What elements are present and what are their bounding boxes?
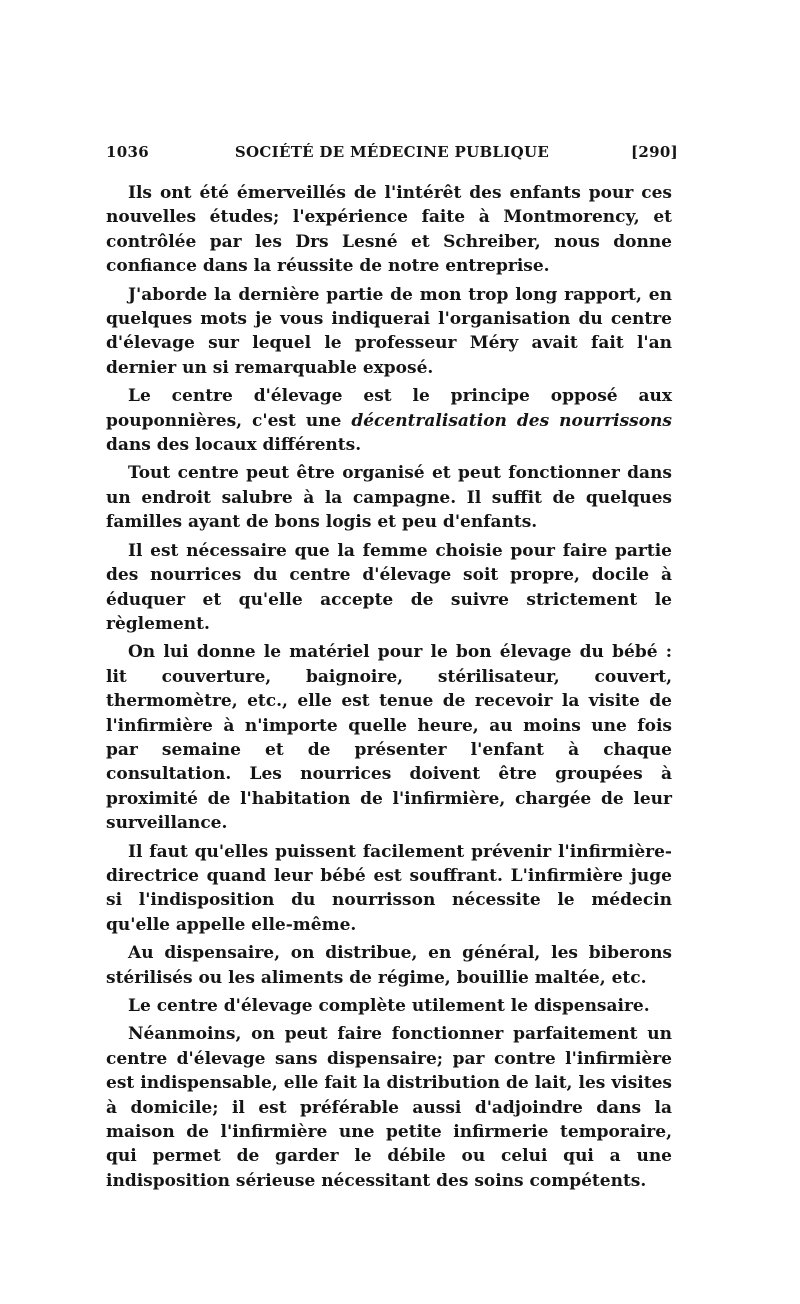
paragraph-10: Néanmoins, on peut faire fonctionner parfaitement un centre d'élevage sans dispensaire; par contre l'infirmière est indispensable, elle fait la distribution de lait, les visites à domicile; il est préférable aussi d'adjoindre dans la maison de l'infirmière une petite infirmerie temporaire, qui permet de garder le débile ou celui qui a une indisposition sérieuse nécessitant des soins compétents.	[106, 1024, 672, 1191]
running-title: SOCIÉTÉ DE MÉDECINE PUBLIQUE	[234, 143, 550, 161]
paragraph-3-before: Le centre d'élevage est le principe opposé aux pouponnières, c'est une	[106, 386, 672, 431]
paragraph-1: Ils ont été émerveillés de l'intérêt des enfants pour ces nouvelles études; l'expérience faite à Montmorency, et contrôlée par les Drs Lesné et Schreiber, nous donne confiance dans la réussite de notre entreprise.	[106, 183, 672, 277]
paragraph-3	[106, 384, 672, 457]
paragraph-3-after: dans des locaux différents.	[106, 435, 362, 456]
page-number: 1036	[106, 143, 149, 161]
paragraph-7: Il faut qu'elles puissent facilement prévenir l'infirmière-directrice quand leur bébé est souffrant. L'infirmière juge si l'indisposition du nourrisson nécessite le médecin qu'elle appelle elle-même.	[106, 841, 672, 935]
paragraph-6: On lui donne le matériel pour le bon élevage du bébé : lit couverture, baignoire, stérilisateur, couvert, thermomètre, etc., elle est tenue de recevoir la visite de l'infirmière à n'importe quelle heure, au moins une fois par semaine et de présenter l'enfant à chaque consultation. Les nourrices doivent être groupées à proximité de l'habitation de l'infirmière, chargée de leur surveillance.	[106, 642, 672, 834]
paragraph-3-emphasis: décentralisation des nourrissons	[351, 410, 672, 431]
paragraph-5: Il est nécessaire que la femme choisie pour faire partie des nourrices du centre d'élevage soit propre, docile à éduquer et qu'elle accepte de suivre strictement le règlement.	[106, 540, 672, 634]
paragraph-8: Au dispensaire, on distribue, en général, les biberons stérilisés ou les aliments de régime, bouillie maltée, etc.	[106, 943, 672, 988]
body-text	[106, 181, 672, 1197]
paragraph-2: J'aborde la dernière partie de mon trop long rapport, en quelques mots je vous indiquerai l'organisation du centre d'élevage sur lequel le professeur Méry avait fait l'an dernier un si remarquable exposé.	[106, 284, 672, 378]
page-reference: [290]	[630, 143, 678, 161]
paragraph-9: Le centre d'élevage complète utilement le dispensaire.	[128, 996, 650, 1016]
running-header	[106, 143, 678, 167]
paragraph-4: Tout centre peut être organisé et peut fonctionner dans un endroit salubre à la campagne. Il suffit de quelques familles ayant de bons logis et peu d'enfants.	[106, 463, 672, 533]
